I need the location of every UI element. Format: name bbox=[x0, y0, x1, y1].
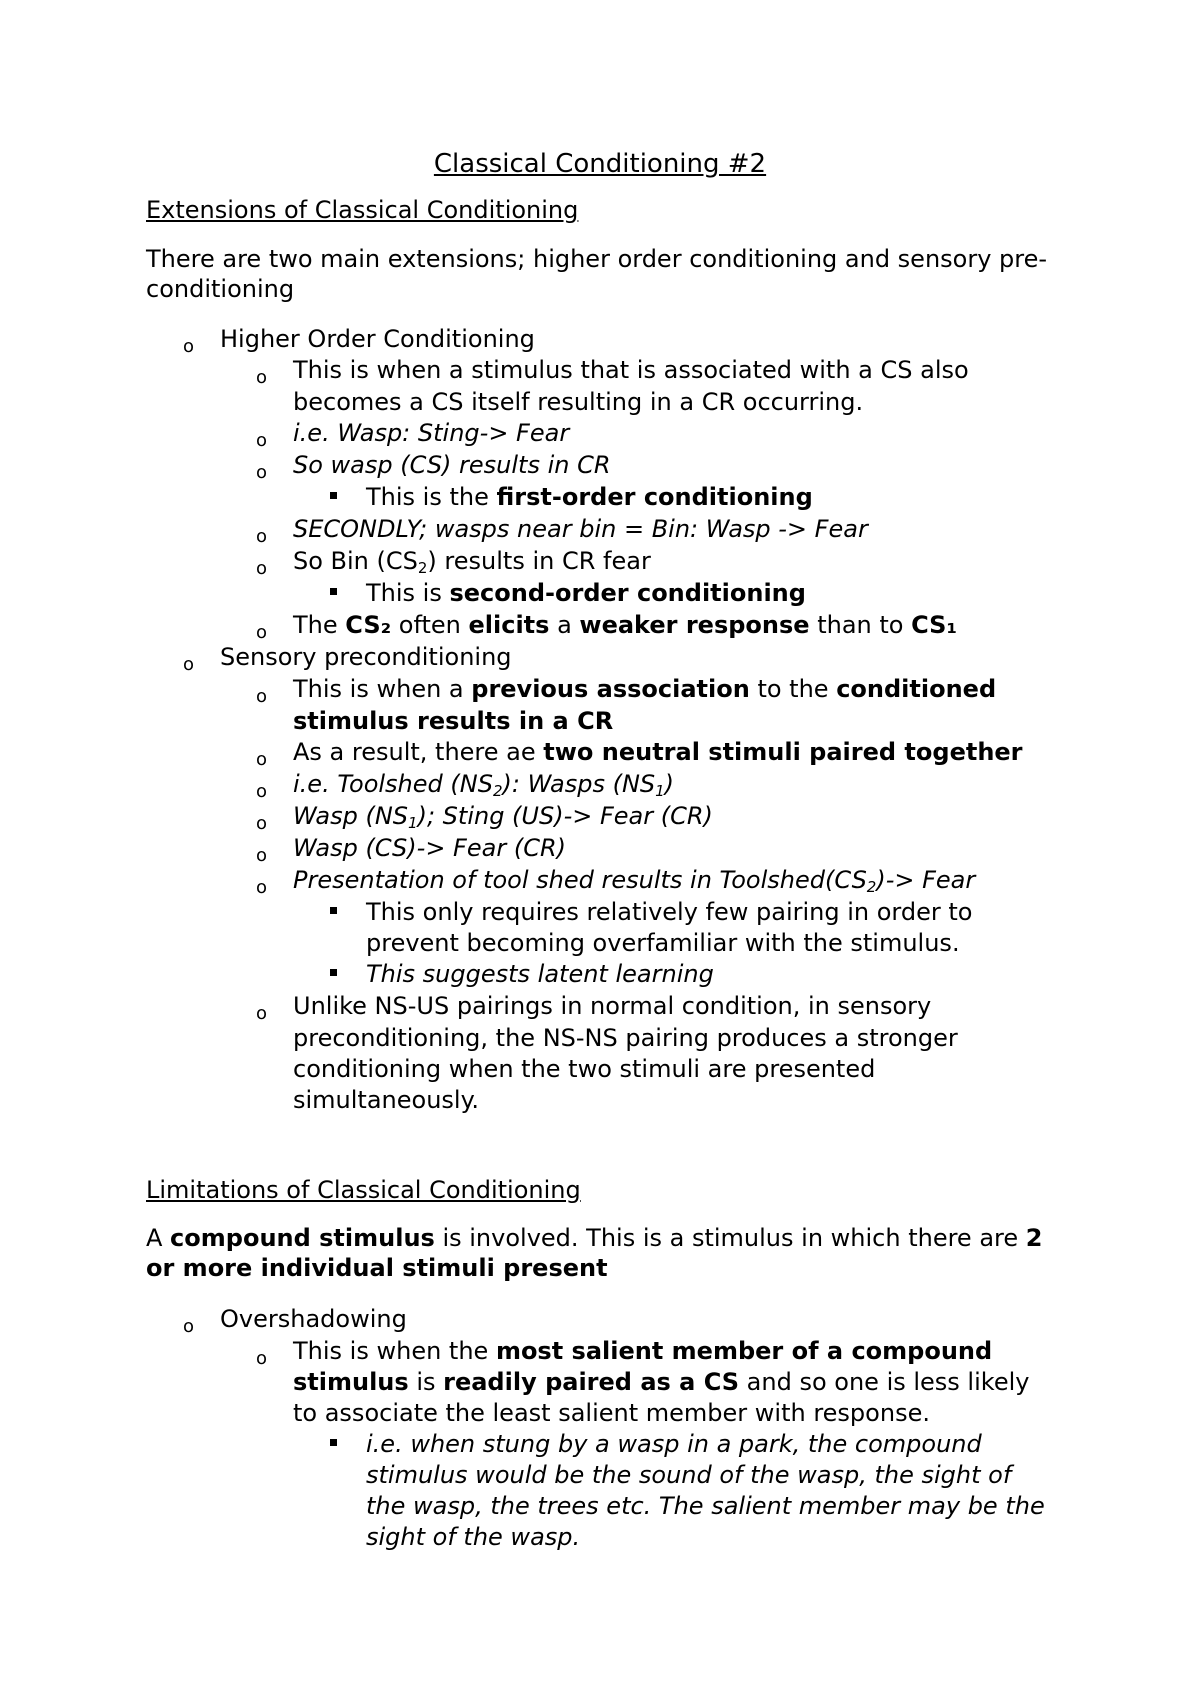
bullet-o-icon: o bbox=[256, 367, 268, 388]
limitations-paragraph-line2: or more individual stimuli present bbox=[146, 1254, 608, 1282]
bullet-o-icon: o bbox=[183, 654, 195, 675]
list-item-sp-7-line2: preconditioning, the NS-NS pairing produces a stronger bbox=[293, 1024, 958, 1052]
bullet-square-icon bbox=[330, 1439, 337, 1446]
bullet-o-icon: o bbox=[183, 1316, 195, 1337]
list-item-hoc-5: So Bin $(CS_2)$ results in CR fear bbox=[293, 547, 651, 577]
bullet-square-icon bbox=[330, 492, 337, 499]
list-item-os-1a-line3: the wasp, the trees etc. The salient member may be the bbox=[366, 1492, 1045, 1520]
bullet-o-icon: o bbox=[256, 1348, 268, 1369]
list-item-hoc-6: The CS₂ often elicits a weaker response than to CS₁ bbox=[293, 611, 957, 639]
bullet-o-icon: o bbox=[256, 1003, 268, 1024]
section-heading-limitations: Limitations of Classical Conditioning bbox=[146, 1176, 581, 1204]
list-item-sp-4: Wasp $(NS_1)$; Sting (US)-> Fear (CR) bbox=[293, 802, 713, 832]
bullet-o-icon: o bbox=[256, 462, 268, 483]
list-item-sp-7-line3: conditioning when the two stimuli are presented bbox=[293, 1055, 876, 1083]
list-item-os-1-line3: to associate the least salient member with response. bbox=[293, 1399, 930, 1427]
list-item-hoc-1-line1: This is when a stimulus that is associated with a CS also bbox=[293, 356, 969, 384]
list-item-sensory-preconditioning: Sensory preconditioning bbox=[220, 643, 512, 671]
limitations-paragraph-line1: A compound stimulus is involved. This is a stimulus in which there are 2 bbox=[146, 1224, 1043, 1252]
bullet-o-icon: o bbox=[256, 781, 268, 802]
bullet-o-icon: o bbox=[256, 622, 268, 643]
list-item-hoc-2: i.e. Wasp: Sting-> Fear bbox=[293, 419, 570, 447]
list-item-os-1a-line1: i.e. when stung by a wasp in a park, the compound bbox=[366, 1430, 982, 1458]
bullet-square-icon bbox=[330, 907, 337, 914]
bullet-o-icon: o bbox=[256, 526, 268, 547]
list-item-os-1-line2: stimulus is readily paired as a CS and so one is less likely bbox=[293, 1368, 1030, 1396]
bullet-o-icon: o bbox=[256, 877, 268, 898]
list-item-os-1a-line4: sight of the wasp. bbox=[366, 1523, 581, 1551]
list-item-os-1-line1: This is when the most salient member of a compound bbox=[293, 1337, 993, 1365]
list-item-sp-6a-line1: This only requires relatively few pairing in order to bbox=[366, 898, 973, 926]
list-item-latent-learning: This suggests latent learning bbox=[366, 960, 714, 988]
list-item-second-order: This is second-order conditioning bbox=[366, 579, 806, 607]
list-item-sp-1-line1: This is when a previous association to the conditioned bbox=[293, 675, 997, 703]
list-item-sp-6a-line2: prevent becoming overfamiliar with the stimulus. bbox=[366, 929, 960, 957]
list-item-hoc-3: So wasp (CS) results in CR bbox=[293, 451, 611, 479]
intro-paragraph-line1: There are two main extensions; higher order conditioning and sensory pre- bbox=[146, 245, 1048, 273]
bullet-o-icon: o bbox=[256, 749, 268, 770]
document-title: Classical Conditioning #2 bbox=[433, 149, 767, 179]
bullet-o-icon: o bbox=[256, 845, 268, 866]
list-item-hoc-4: SECONDLY; wasps near bin = Bin: Wasp -> Fear bbox=[293, 515, 868, 543]
bullet-o-icon: o bbox=[183, 336, 195, 357]
bullet-o-icon: o bbox=[256, 813, 268, 834]
list-item-sp-7-line1: Unlike NS-US pairings in normal condition, in sensory bbox=[293, 992, 932, 1020]
bullet-square-icon bbox=[330, 969, 337, 976]
list-item-higher-order: Higher Order Conditioning bbox=[220, 325, 535, 353]
list-item-sp-5: Wasp (CS)-> Fear (CR) bbox=[293, 834, 566, 862]
bullet-o-icon: o bbox=[256, 558, 268, 579]
list-item-sp-3: i.e. Toolshed $(NS_2)$: Wasps $(NS_1)$ bbox=[293, 770, 675, 800]
list-item-sp-6: Presentation of tool shed results in $Toolshed(CS_2)->$ Fear bbox=[293, 866, 976, 896]
bullet-o-icon: o bbox=[256, 430, 268, 451]
list-item-os-1a-line2: stimulus would be the sound of the wasp, the sight of bbox=[366, 1461, 1012, 1489]
list-item-overshadowing: Overshadowing bbox=[220, 1305, 407, 1333]
list-item-sp-2: As a result, there ae two neutral stimuli paired together bbox=[293, 738, 1023, 766]
section-heading-extensions: Extensions of Classical Conditioning bbox=[146, 196, 579, 224]
intro-paragraph-line2: conditioning bbox=[146, 275, 295, 303]
bullet-o-icon: o bbox=[256, 686, 268, 707]
list-item-sp-7-line4: simultaneously. bbox=[293, 1086, 479, 1114]
list-item-hoc-1-line2: becomes a CS itself resulting in a CR occurring. bbox=[293, 388, 864, 416]
list-item-sp-1-line2: stimulus results in a CR bbox=[293, 707, 614, 735]
list-item-first-order: This is the first-order conditioning bbox=[366, 483, 813, 511]
bullet-square-icon bbox=[330, 588, 337, 595]
